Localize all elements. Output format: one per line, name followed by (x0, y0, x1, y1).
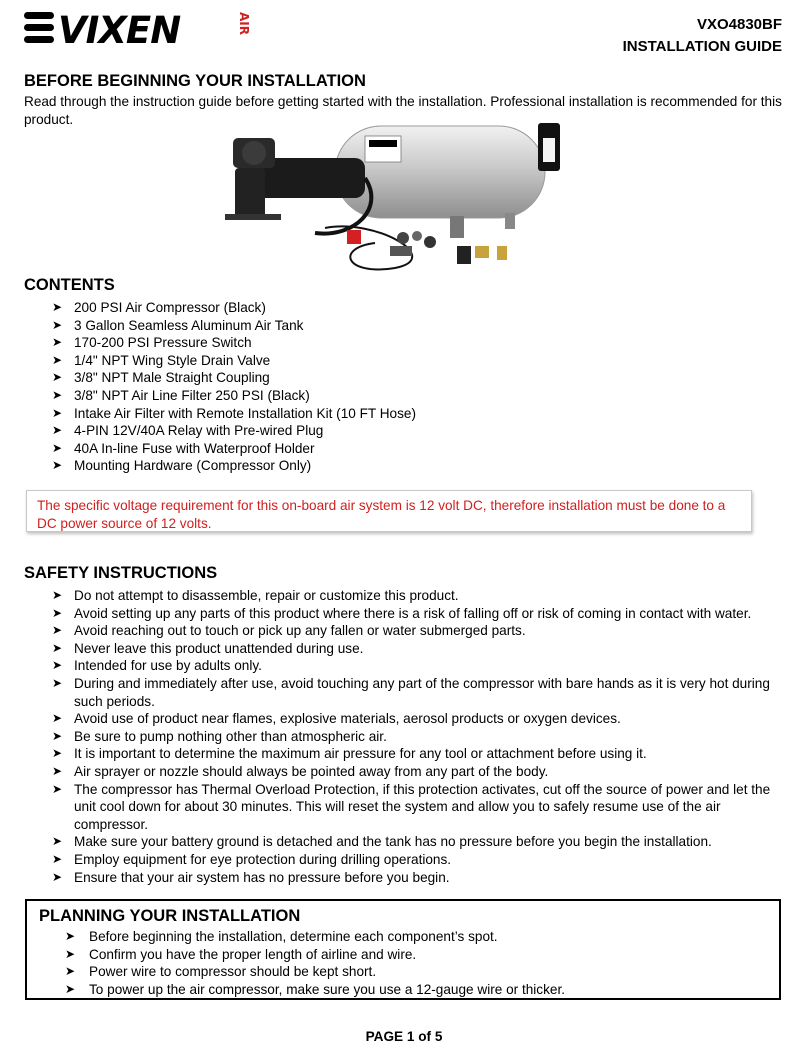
list-item: ➤ It is important to determine the maximum air pressure for any tool or attachment before using it. (52, 746, 647, 762)
safety-list (24, 587, 784, 886)
list-item: ➤ Avoid reaching out to touch or pick up any fallen or water submerged parts. (52, 623, 526, 639)
list-item: ➤ Avoid use of product near flames, explosive materials, aerosol products or oxygen devices. (52, 711, 621, 727)
before-heading: BEFORE BEGINNING YOUR INSTALLATION (24, 72, 366, 90)
model-number: VXO4830BF (696, 16, 782, 33)
list-item: ➤ Power wire to compressor should be kept short. (65, 964, 377, 980)
list-item: ➤ 1/4" NPT Wing Style Drain Valve (52, 352, 271, 368)
arrow-bullet-icon: ➤ (52, 658, 63, 673)
planning-list (39, 928, 767, 998)
arrow-bullet-icon: ➤ (52, 423, 63, 438)
arrow-bullet-icon: ➤ (52, 640, 63, 655)
contents-heading: CONTENTS (24, 276, 115, 294)
arrow-bullet-icon: ➤ (65, 981, 76, 996)
before-text: Read through the instruction guide before getting started with the installation. Professional installation is recommended for this product. (24, 94, 782, 127)
planning-heading: PLANNING YOUR INSTALLATION (39, 907, 301, 925)
arrow-bullet-icon: ➤ (52, 370, 63, 385)
list-item: ➤ 3/8" NPT Air Line Filter 250 PSI (Black) (52, 387, 310, 403)
arrow-bullet-icon: ➤ (52, 851, 63, 866)
arrow-bullet-icon: ➤ (52, 387, 63, 402)
arrow-bullet-icon: ➤ (52, 458, 63, 473)
arrow-bullet-icon: ➤ (52, 588, 63, 602)
arrow-bullet-icon: ➤ (52, 335, 63, 350)
arrow-bullet-icon: ➤ (65, 929, 76, 943)
contents-list (24, 299, 784, 475)
safety-heading: SAFETY INSTRUCTIONS (24, 564, 218, 582)
arrow-bullet-icon: ➤ (52, 605, 63, 620)
arrow-bullet-icon: ➤ (52, 440, 63, 455)
logo-sub-text: AIR (237, 12, 251, 35)
list-item: ➤ Be sure to pump nothing other than atmospheric air. (52, 728, 387, 744)
document-id (623, 14, 782, 58)
list-item: ➤ Intended for use by adults only. (52, 658, 262, 674)
list-item: ➤ 3 Gallon Seamless Aluminum Air Tank (52, 317, 304, 333)
arrow-bullet-icon: ➤ (65, 946, 76, 961)
voltage-warning: The specific voltage requirement for this on-board air system is 12 volt DC, therefore installation must be done to a DC power source of 12 volts. (26, 490, 752, 532)
arrow-bullet-icon: ➤ (52, 352, 63, 367)
product-kit-image (225, 118, 565, 273)
list-item: ➤ Employ equipment for eye protection during drilling operations. (52, 851, 452, 867)
arrow-bullet-icon: ➤ (52, 300, 63, 314)
arrow-bullet-icon: ➤ (52, 746, 63, 761)
arrow-bullet-icon: ➤ (52, 317, 63, 332)
list-item: ➤ Before beginning the installation, determine each component’s spot. (65, 929, 498, 944)
list-item: ➤ During and immediately after use, avoid touching any part of the compressor with bare hands as it is very hot during such periods. (52, 675, 770, 709)
list-item: ➤ Air sprayer or nozzle should always be pointed away from any part of the body. (52, 763, 549, 779)
arrow-bullet-icon: ➤ (52, 623, 63, 638)
list-item: ➤ Confirm you have the proper length of airline and wire. (65, 946, 417, 962)
list-item: ➤ Mounting Hardware (Compressor Only) (52, 458, 312, 474)
list-item: ➤ To power up the air compressor, make sure you use a 12-gauge wire or thicker. (65, 981, 566, 997)
arrow-bullet-icon: ➤ (52, 869, 63, 884)
list-item: ➤ Never leave this product unattended during use. (52, 640, 364, 656)
arrow-bullet-icon: ➤ (52, 781, 63, 796)
list-item: ➤ 3/8" NPT Male Straight Coupling (52, 370, 270, 386)
planning-box (25, 899, 781, 1000)
arrow-bullet-icon: ➤ (52, 675, 63, 690)
arrow-bullet-icon: ➤ (52, 728, 63, 743)
arrow-bullet-icon: ➤ (52, 711, 63, 726)
contents-section (24, 276, 784, 475)
list-item: ➤ 4-PIN 12V/40A Relay with Pre-wired Plug (52, 423, 324, 439)
safety-section (24, 564, 784, 886)
list-item: ➤ The compressor has Thermal Overload Protection, if this protection activates, cut off the source of power and let the unit cool down for about 30 minutes. This will reset the system and allow you to safely resume use of the air compressor. (52, 781, 771, 832)
list-item: ➤ Do not attempt to disassemble, repair or customize this product. (52, 588, 459, 603)
arrow-bullet-icon: ➤ (52, 763, 63, 778)
arrow-bullet-icon: ➤ (52, 834, 63, 849)
list-item: ➤ Intake Air Filter with Remote Installation Kit (10 FT Hose) (52, 405, 416, 421)
vixen-air-logo (24, 8, 254, 48)
list-item: ➤ 170-200 PSI Pressure Switch (52, 335, 252, 351)
list-item: ➤ Avoid setting up any parts of this product where there is a risk of falling off or risk of coming in contact with water. (52, 605, 752, 621)
arrow-bullet-icon: ➤ (65, 964, 76, 979)
logo-brand-text: VIXEN (58, 9, 181, 48)
list-item: ➤ 200 PSI Air Compressor (Black) (52, 300, 266, 315)
list-item: ➤ 40A In-line Fuse with Waterproof Holder (52, 440, 315, 456)
document-title: INSTALLATION GUIDE (622, 38, 782, 55)
page-number: PAGE 1 of 5 (365, 1029, 443, 1044)
list-item: ➤ Ensure that your air system has no pressure before you begin. (52, 869, 450, 885)
list-item: ➤ Make sure your battery ground is detached and the tank has no pressure before you begin the installation. (52, 834, 712, 850)
arrow-bullet-icon: ➤ (52, 405, 63, 420)
